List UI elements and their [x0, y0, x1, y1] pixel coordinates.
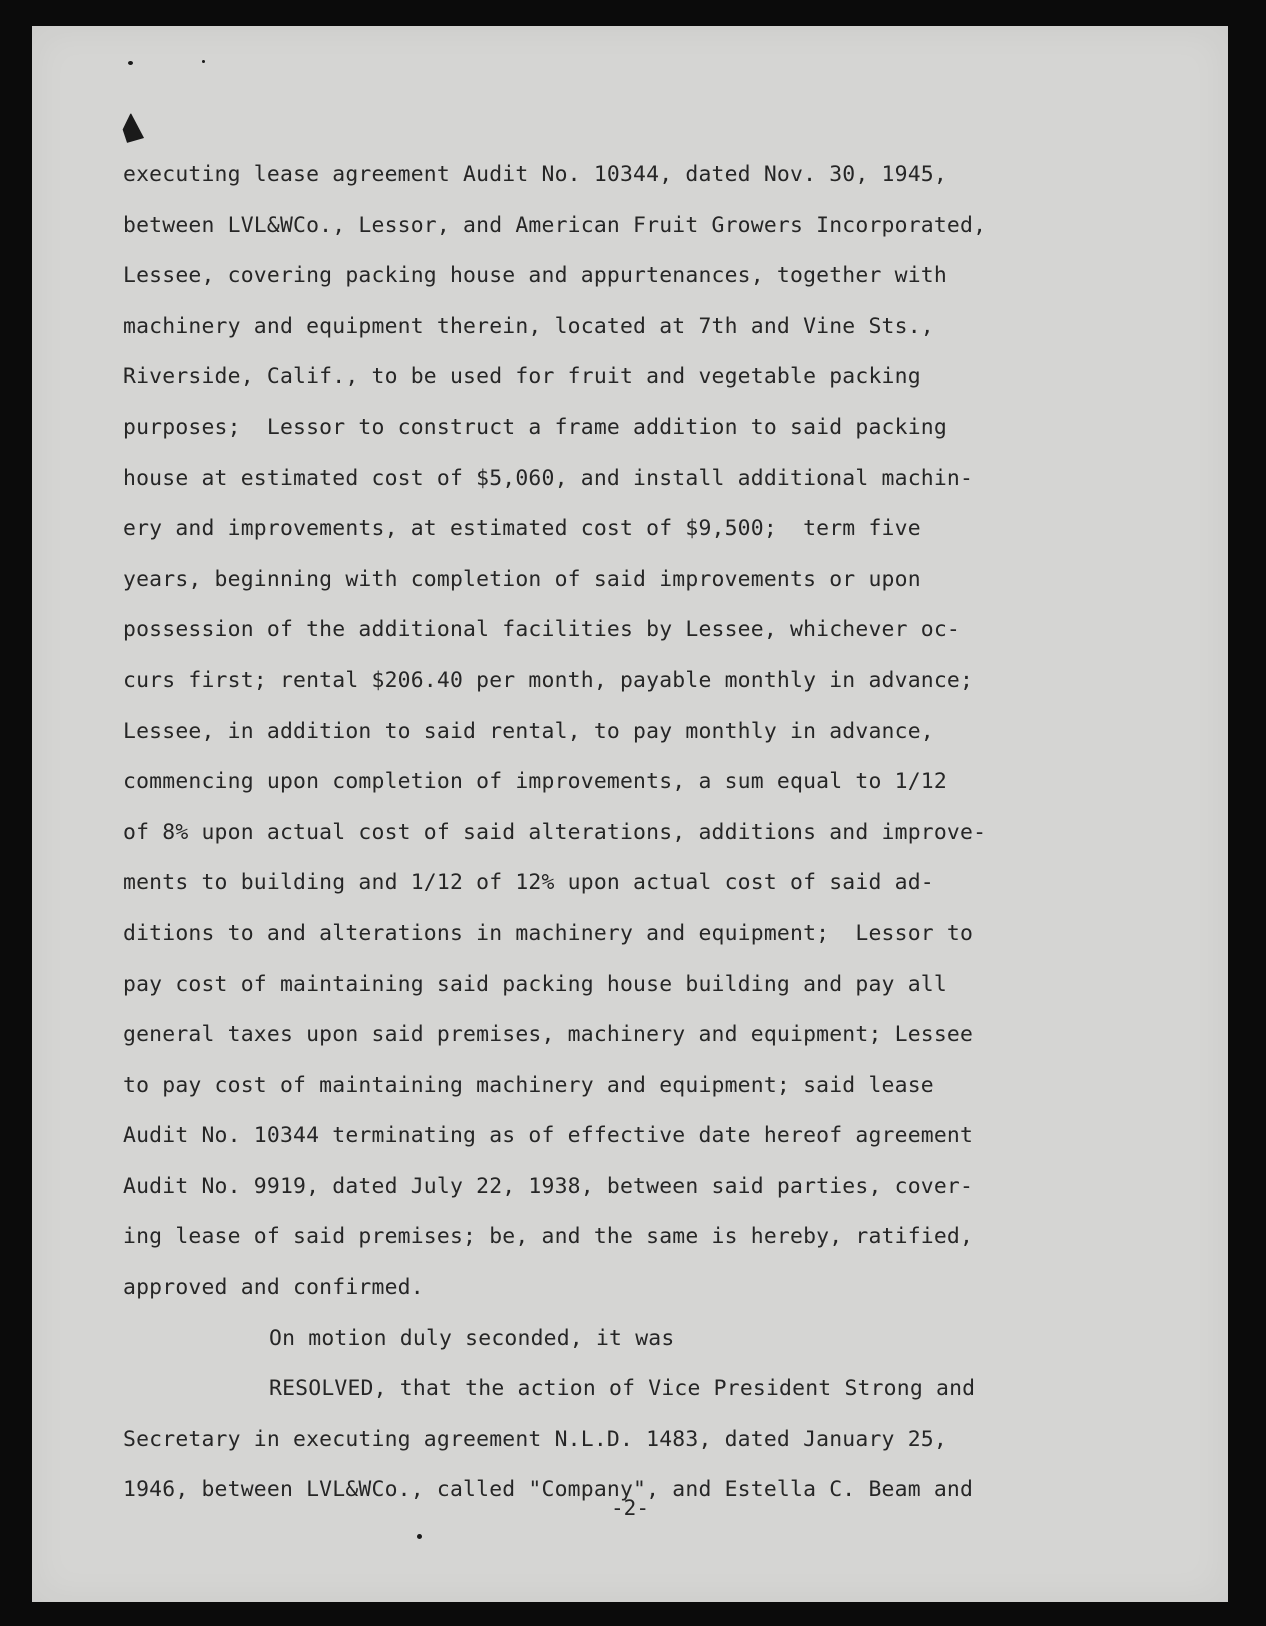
text-line: ery and improvements, at estimated cost of $9,500; term five — [123, 516, 921, 542]
text-line: ments to building and 1/12 of 12% upon actual cost of said ad- — [123, 870, 934, 896]
text-line: executing lease agreement Audit No. 10344, dated Nov. 30, 1945, — [123, 162, 947, 187]
text-line: RESOLVED, that the action of Vice President Strong and — [269, 1376, 976, 1402]
punch-mark — [128, 61, 133, 65]
text-line: Audit No. 9919, dated July 22, 1938, between said parties, cover- — [123, 1173, 974, 1199]
text-line: years, beginning with completion of said improvements or upon — [123, 566, 921, 592]
document-page — [32, 26, 1228, 1602]
text-line: Riverside, Calif., to be used for fruit and vegetable packing — [123, 364, 921, 390]
page-number: -2- — [611, 1496, 649, 1520]
text-line: commencing upon completion of improvements, a sum equal to 1/12 — [123, 769, 947, 795]
text-line: On motion duly seconded, it was — [269, 1325, 675, 1351]
text-line: 1946, between LVL&WCo., called "Company", and Estella C. Beam and — [123, 1477, 974, 1503]
text-line: general taxes upon said premises, machinery and equipment; Lessee — [123, 1022, 974, 1048]
text-line: Audit No. 10344 terminating as of effective date hereof agreement — [123, 1123, 974, 1149]
text-line: approved and confirmed. — [123, 1275, 424, 1301]
text-line: ing lease of said premises; be, and the same is hereby, ratified, — [123, 1224, 974, 1250]
text-line: Lessee, in addition to said rental, to pay monthly in advance, — [123, 718, 934, 744]
text-line: Secretary in executing agreement N.L.D. 1483, dated January 25, — [123, 1426, 947, 1452]
text-line: to pay cost of maintaining machinery and equipment; said lease — [123, 1072, 934, 1098]
text-line: Lessee, covering packing house and appurtenances, together with — [123, 263, 947, 289]
text-line: possession of the additional facilities by Lessee, whichever oc- — [123, 617, 961, 643]
text-line: between LVL&WCo., Lessor, and American Fruit Growers Incorporated, — [123, 212, 987, 238]
torn-corner-mark — [115, 113, 151, 149]
typed-text-body — [123, 150, 1143, 1516]
text-line: machinery and equipment therein, located at 7th and Vine Sts., — [123, 313, 934, 339]
text-line: curs first; rental $206.40 per month, payable monthly in advance; — [123, 667, 974, 693]
text-line: purposes; Lessor to construct a frame addition to said packing — [123, 414, 947, 440]
dot-mark — [417, 1534, 422, 1539]
punch-mark — [202, 60, 205, 63]
text-line: of 8% upon actual cost of said alterations, additions and improve- — [123, 819, 987, 845]
text-line: house at estimated cost of $5,060, and install additional machin- — [123, 465, 974, 491]
text-line: pay cost of maintaining said packing house building and pay all — [123, 971, 947, 997]
text-line: ditions to and alterations in machinery and equipment; Lessor to — [123, 920, 974, 946]
